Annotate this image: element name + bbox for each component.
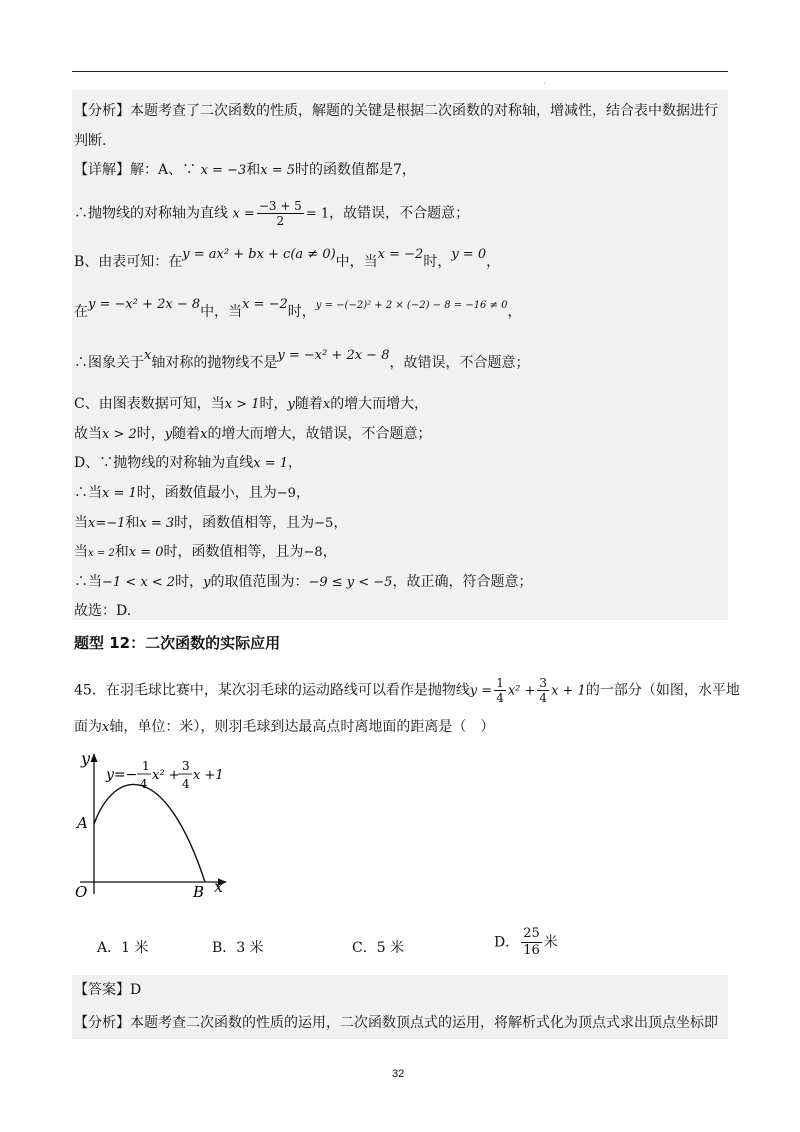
denominator: 4 (496, 691, 504, 705)
text: 的增大而增大， (330, 396, 429, 412)
detail-line-5 (74, 348, 530, 374)
text: ， (333, 515, 348, 531)
math: −1 < x < 2 (102, 575, 176, 590)
header-rule (72, 71, 728, 72)
point-a-label: A (77, 814, 88, 832)
text: 故选：D. (74, 603, 132, 619)
math: y (287, 397, 295, 412)
curve-equation-end: x +1 (193, 768, 224, 783)
detail-line-7 (74, 424, 431, 445)
text: 时，函数值相等，且为 (174, 515, 315, 531)
text: 轴对称的抛物线不是 (151, 355, 278, 371)
text: 随着 (294, 396, 323, 412)
detail-tag: 【详解】 (74, 162, 130, 178)
numerator: 1 (496, 676, 504, 690)
math: −5 (314, 516, 334, 531)
text: 在 (74, 304, 88, 320)
text: 时， (287, 304, 316, 320)
text: ，故错误，不合题意； (389, 355, 530, 371)
denominator: 16 (523, 943, 540, 958)
numerator: −3 + 5 (258, 199, 302, 213)
numerator: 25 (523, 926, 540, 941)
answer-value: D (130, 982, 142, 998)
math: y = (469, 683, 493, 699)
text: 轴，单位：米），则羽毛球到达最高点时离地面的距离是（ ） (109, 719, 495, 735)
text: 面为 (74, 719, 102, 735)
math: x > 1 (224, 397, 260, 412)
question-number: 45． (74, 682, 106, 699)
math: y (164, 427, 173, 442)
math: x (144, 348, 152, 363)
question-line-2 (74, 717, 494, 738)
parabola-curve (94, 784, 205, 882)
text: 的一部分（如图，水平地 (585, 682, 740, 699)
option-d[interactable] (494, 926, 558, 959)
curve-f2-num: 3 (182, 759, 190, 773)
math: x > 2 (102, 427, 137, 442)
text: 和 (114, 544, 129, 560)
origin-label: O (75, 883, 88, 901)
question-line-1 (74, 676, 740, 705)
math: y (203, 575, 211, 590)
text: 时， (423, 254, 452, 270)
denominator: 2 (276, 214, 285, 228)
math: x = −2 (242, 297, 288, 312)
math: x = 0 (128, 545, 164, 560)
option-a[interactable]: A．1 米 (97, 940, 149, 956)
text: 和 (246, 162, 261, 178)
curve-f1-num: 1 (142, 759, 150, 773)
curve-f2-den: 4 (182, 777, 190, 791)
text: B、由表可知：在 (74, 254, 183, 270)
analysis2-text: 本题考查二次函数的性质的运用，二次函数顶点式的运用，将解析式化为顶点式求出顶点坐标即 (130, 1015, 718, 1031)
text: ，故错误，不合题意； (329, 205, 470, 222)
text: 时， (259, 396, 288, 412)
answer-tag: 【答案】 (74, 982, 130, 998)
numerator: 3 (539, 676, 548, 690)
detail-line-2 (74, 199, 469, 228)
section-title: 题型 12：二次函数的实际应用 (74, 634, 281, 652)
math: x (200, 427, 208, 442)
math: y = 0 (451, 247, 487, 262)
analysis2-line (74, 1013, 718, 1033)
math: x = (232, 206, 255, 222)
option-d-fraction (521, 926, 542, 959)
text: 时的函数值都是7， (295, 162, 416, 178)
text: 和 (125, 515, 140, 531)
math: = 1 (305, 206, 330, 222)
text: 的取值范围为： (210, 574, 309, 590)
detail-line-1 (74, 160, 416, 181)
option-b[interactable]: B．3 米 (212, 940, 264, 956)
detail-line-11 (74, 542, 337, 564)
math: x = 2 (88, 548, 115, 559)
math: x = 5 (260, 163, 295, 178)
analysis-paragraph (74, 96, 726, 156)
math: −9 ≤ y < −5 (308, 575, 393, 590)
text: 时，函数值相等，且为 (163, 544, 304, 560)
text: 中，当 (200, 304, 243, 320)
analysis-tag: 【分析】 (74, 103, 130, 119)
math: x = −3 (200, 163, 247, 178)
fraction (257, 199, 304, 228)
math: y = −(−2)² + 2 × (−2) − 8 = −16 ≠ 0 (315, 300, 508, 311)
text: 当 (74, 544, 88, 560)
detail-line-3 (74, 247, 501, 273)
text: ， (486, 254, 501, 270)
detail-line-9 (74, 483, 310, 504)
text: ， (507, 304, 522, 320)
text: 随着 (172, 426, 201, 442)
x-axis-label: x (214, 877, 224, 896)
text: 时， (175, 574, 204, 590)
detail-line-13 (74, 601, 131, 621)
fraction (537, 676, 549, 705)
math: x (102, 720, 110, 735)
math: y = −x² + 2x − 8 (88, 297, 201, 312)
page-number: 32 (392, 1068, 405, 1080)
text: ， (322, 544, 337, 560)
option-d-prefix: D． (494, 934, 520, 951)
math: x=−1 (88, 516, 126, 531)
header-mark: . (543, 77, 546, 86)
parabola-figure (60, 742, 240, 908)
curve-f1-den: 4 (140, 777, 148, 791)
text: ∴当 (74, 485, 102, 501)
math: x² + (507, 683, 536, 699)
math: x = 3 (139, 516, 175, 531)
text: 的增大而增大，故错误，不合题意； (207, 426, 432, 442)
option-d-unit: 米 (543, 934, 558, 951)
point-b-label: B (193, 883, 205, 901)
analysis2-tag: 【分析】 (74, 1015, 130, 1031)
answer-line (74, 980, 141, 1000)
detail-line-12 (74, 572, 532, 593)
analysis-text: 本题考查了二次函数的性质，解题的关键是根据二次函数的对称轴，增减性，结合表中数据进行判断. (74, 103, 718, 149)
text: ， (288, 455, 302, 471)
curve-equation-y: y=− (106, 767, 138, 783)
fraction (494, 676, 506, 705)
math: y = −x² + 2x − 8 (277, 348, 390, 363)
text: 解：A、∵ (130, 162, 197, 178)
math: x = 1 (102, 486, 137, 501)
text: 故当 (74, 426, 102, 442)
y-axis-label: y (81, 749, 91, 768)
math: −8 (303, 545, 323, 560)
text: ∴当 (74, 574, 102, 590)
text: ，故正确，符合题意； (392, 574, 533, 590)
math: −9 (276, 486, 296, 501)
text: 在羽毛球比赛中，某次羽毛球的运动路线可以看作是抛物线 (105, 682, 470, 699)
math: x + 1 (551, 683, 586, 699)
text: 中，当 (335, 254, 378, 270)
text: D、∵抛物线的对称轴为直线 (74, 455, 254, 471)
math: x = 1 (253, 456, 288, 471)
text: 时，函数值最小，且为 (136, 485, 277, 501)
detail-line-4 (74, 297, 522, 324)
math: x = −2 (377, 247, 424, 262)
text: C、由图表数据可知，当 (74, 396, 225, 412)
denominator: 4 (539, 691, 548, 705)
text: ， (295, 485, 310, 501)
detail-line-6 (74, 394, 428, 415)
detail-line-10 (74, 513, 347, 534)
text: 时， (136, 426, 165, 442)
math: x (322, 397, 331, 412)
text: ∴图象关于 (74, 355, 144, 371)
math: y = ax² + bx + c(a ≠ 0) (182, 247, 336, 262)
detail-line-8 (74, 453, 302, 474)
text: ∴抛物线的对称轴为直线 (74, 205, 228, 222)
text: 当 (74, 515, 88, 531)
curve-equation-x2: x² + (152, 768, 180, 783)
option-c[interactable]: C．5 米 (352, 940, 405, 956)
